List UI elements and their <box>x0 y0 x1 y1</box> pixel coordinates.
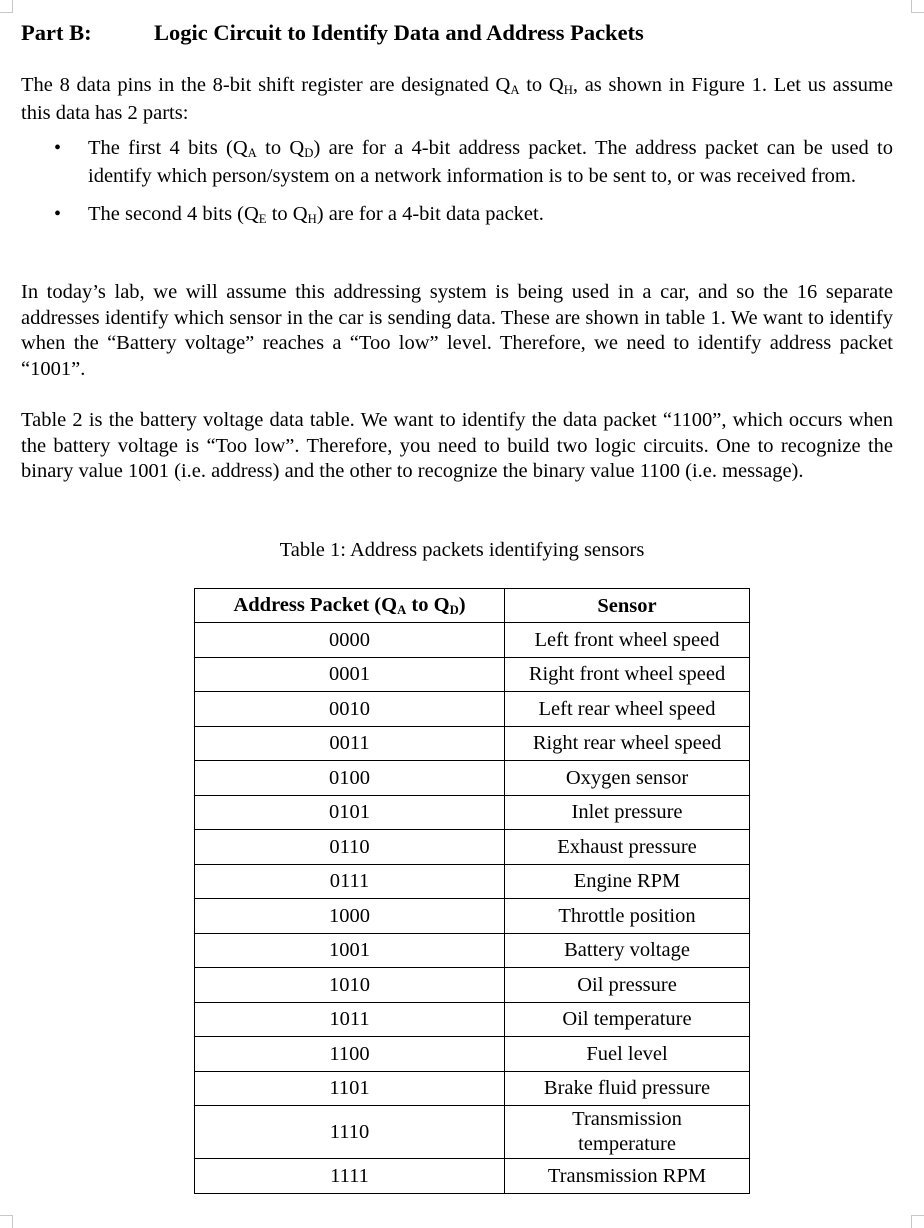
sensor-cell: Brake fluid pressure <box>505 1071 750 1106</box>
sensor-cell: Transmission RPM <box>505 1159 750 1194</box>
sensor-cell: Exhaust pressure <box>505 830 750 865</box>
sensor-cell: Left rear wheel speed <box>505 692 750 727</box>
list-item: • The second 4 bits ($Q_E$ to $Q_H$) are for a 4-bit data packet. <box>0 202 893 230</box>
table-row <box>195 1071 750 1106</box>
address-cell: 0101 <box>195 795 505 830</box>
sensor-cell: Oxygen sensor <box>505 761 750 796</box>
sensor-cell: Battery voltage <box>505 933 750 968</box>
table-row <box>195 795 750 830</box>
table-row <box>195 864 750 899</box>
address-cell: 1100 <box>195 1037 505 1072</box>
table-row <box>195 726 750 761</box>
address-cell: 0010 <box>195 692 505 727</box>
page-corner-mark <box>911 0 924 13</box>
sensor-cell: Right front wheel speed <box>505 657 750 692</box>
list-item: • The first 4 bits ($Q_A$ to $Q_D$) are for a 4-bit address packet. The address packet can be used to identify which person/system on a network information is to be sent to, or was received from. <box>0 136 893 189</box>
address-cell: 0111 <box>195 864 505 899</box>
section-number: Part B: <box>21 20 92 45</box>
sensor-cell: Fuel level <box>505 1037 750 1072</box>
sensor-cell: Left front wheel speed <box>505 623 750 658</box>
packet-bullet-list <box>0 136 893 243</box>
address-cell: 1000 <box>195 899 505 934</box>
sensor-cell: Oil pressure <box>505 968 750 1003</box>
table2-paragraph: Table 2 is the battery voltage data table. We want to identify the data packet “1100”, which occurs when the battery voltage is “Too low”. Therefore, you need to build two logic circuits. One to recognize the binary value 1001 (i.e. address) and the other to recognize the binary value 1100 (i.e. message). <box>21 409 893 482</box>
table-caption: Table 1: Address packets identifying sensors <box>279 539 645 561</box>
page-corner-mark <box>0 1215 13 1228</box>
address-cell: 0100 <box>195 761 505 796</box>
table-row <box>195 623 750 658</box>
sensor-cell: Transmission temperature <box>505 1106 750 1159</box>
table-row <box>195 1159 750 1194</box>
page-corner-mark <box>911 1215 924 1228</box>
address-cell: 1011 <box>195 1002 505 1037</box>
column-header-address: Address Packet ($Q_A$ to $Q_D$) <box>195 589 505 623</box>
table-row <box>195 899 750 934</box>
address-cell: 1010 <box>195 968 505 1003</box>
table-row <box>195 657 750 692</box>
address-cell: 1101 <box>195 1071 505 1106</box>
section-title: Logic Circuit to Identify Data and Address Packets <box>154 20 644 45</box>
table-row <box>195 1106 750 1159</box>
table-row <box>195 933 750 968</box>
table-row <box>195 692 750 727</box>
table-header-row <box>195 589 750 623</box>
sensor-cell: Engine RPM <box>505 864 750 899</box>
address-cell: 0110 <box>195 830 505 865</box>
sensor-cell: Right rear wheel speed <box>505 726 750 761</box>
section-heading <box>21 18 644 48</box>
table-row <box>195 1002 750 1037</box>
table-row <box>195 830 750 865</box>
table-row <box>195 1037 750 1072</box>
sensor-cell: Throttle position <box>505 899 750 934</box>
table-row <box>195 761 750 796</box>
lab-paragraph: In today’s lab, we will assume this addressing system is being used in a car, and so the 16 separate addresses identify which sensor in the car is sending data. These are shown in table 1. We want to identify when the “Battery voltage” reaches a “Too low” level. Therefore, we need to identify address packet “1001”. <box>21 281 893 380</box>
address-cell: 1111 <box>195 1159 505 1194</box>
address-cell: 1001 <box>195 933 505 968</box>
address-sensor-table <box>194 588 750 1194</box>
sensor-cell: Inlet pressure <box>505 795 750 830</box>
page-corner-mark <box>0 0 13 13</box>
address-cell: 0001 <box>195 657 505 692</box>
table-row <box>195 968 750 1003</box>
address-cell: 1110 <box>195 1106 505 1159</box>
address-cell: 0011 <box>195 726 505 761</box>
sensor-cell: Oil temperature <box>505 1002 750 1037</box>
intro-paragraph: The 8 data pins in the 8-bit shift register are designated $Q_A$ to $Q_H$, as shown in Figure 1. Let us assume this data has 2 parts: <box>21 74 893 124</box>
column-header-sensor: Sensor <box>505 589 750 623</box>
address-cell: 0000 <box>195 623 505 658</box>
